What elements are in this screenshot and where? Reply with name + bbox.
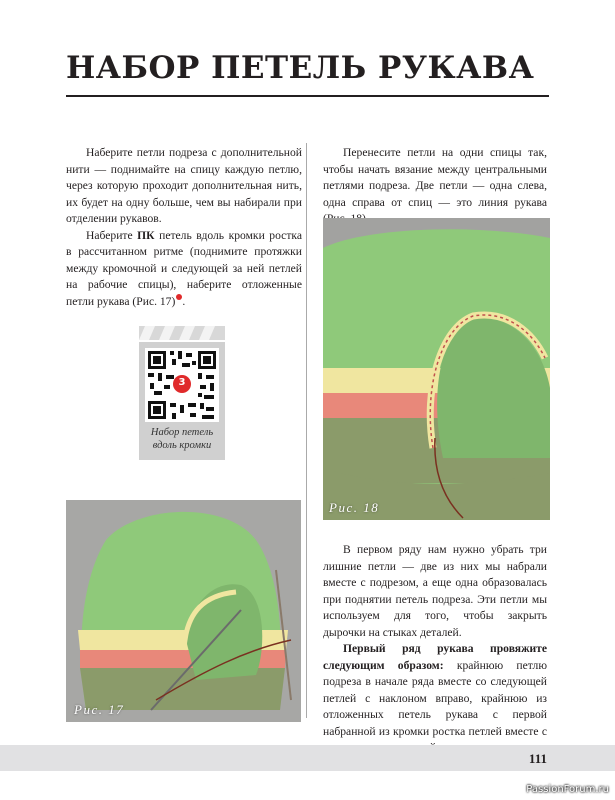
page-number: 111	[528, 751, 547, 766]
qr-caption: Набор петель вдоль кромки	[150, 427, 214, 451]
page-title: НАБОР ПЕТЕЛЬ РУКАВА	[66, 50, 535, 86]
title-underline	[66, 95, 549, 97]
photo-figure-18	[323, 218, 550, 520]
qr-code-block[interactable]	[139, 326, 225, 460]
left-column-text	[66, 145, 302, 310]
paragraph: Первый ряд рукава провяжите следующим образом: крайнюю петлю подреза в начале ряда вместе со следующей петлей с наклоном вправо, крайнюю из отложенных петель рукава с первой набранной из кромки ростка петлей вместе с	[323, 642, 547, 738]
right-column-text-top	[323, 145, 547, 228]
paragraph: Наберите ПК петель вдоль кромки ростка в рассчитанном ритме (поднимите протяжки между кромочной и следующей за ней петлей на рабочие спицы), наберите отложенные петли рукава (Рис. 17) .	[66, 228, 302, 308]
photo-caption: Рис. 18	[329, 500, 380, 515]
photo-figure-17	[66, 500, 301, 722]
right-column-text-bottom	[323, 542, 547, 757]
paragraph: Перенесите петли на одни спицы так, чтобы начать вязание между центральными петлями подреза. Две петли — одна слева, одна справа от спиц — это линия рукава	[323, 146, 547, 209]
column-divider	[306, 143, 307, 718]
paragraph: Наберите петли подреза с дополнительной нити — поднимайте на спицу каждую петлю, через которую проходит дополнительная нить, их будет на одну больше, чем вы набирали при отделении рукавов.	[66, 146, 302, 225]
paragraph: В первом ряду нам нужно убрать три лишние петли — две из них мы набрали вместе с подрезом, а еще одна образовалась при поднятии петель подреза. Эти петли мы используем для того, чтобы закрыть дырочки на стыках деталей.	[323, 543, 547, 639]
page-footer-band	[0, 745, 615, 771]
photo-caption: Рис. 17	[74, 702, 125, 717]
qr-badge-number: 3	[178, 377, 186, 388]
watermark: PassionForum.ru	[526, 784, 609, 795]
